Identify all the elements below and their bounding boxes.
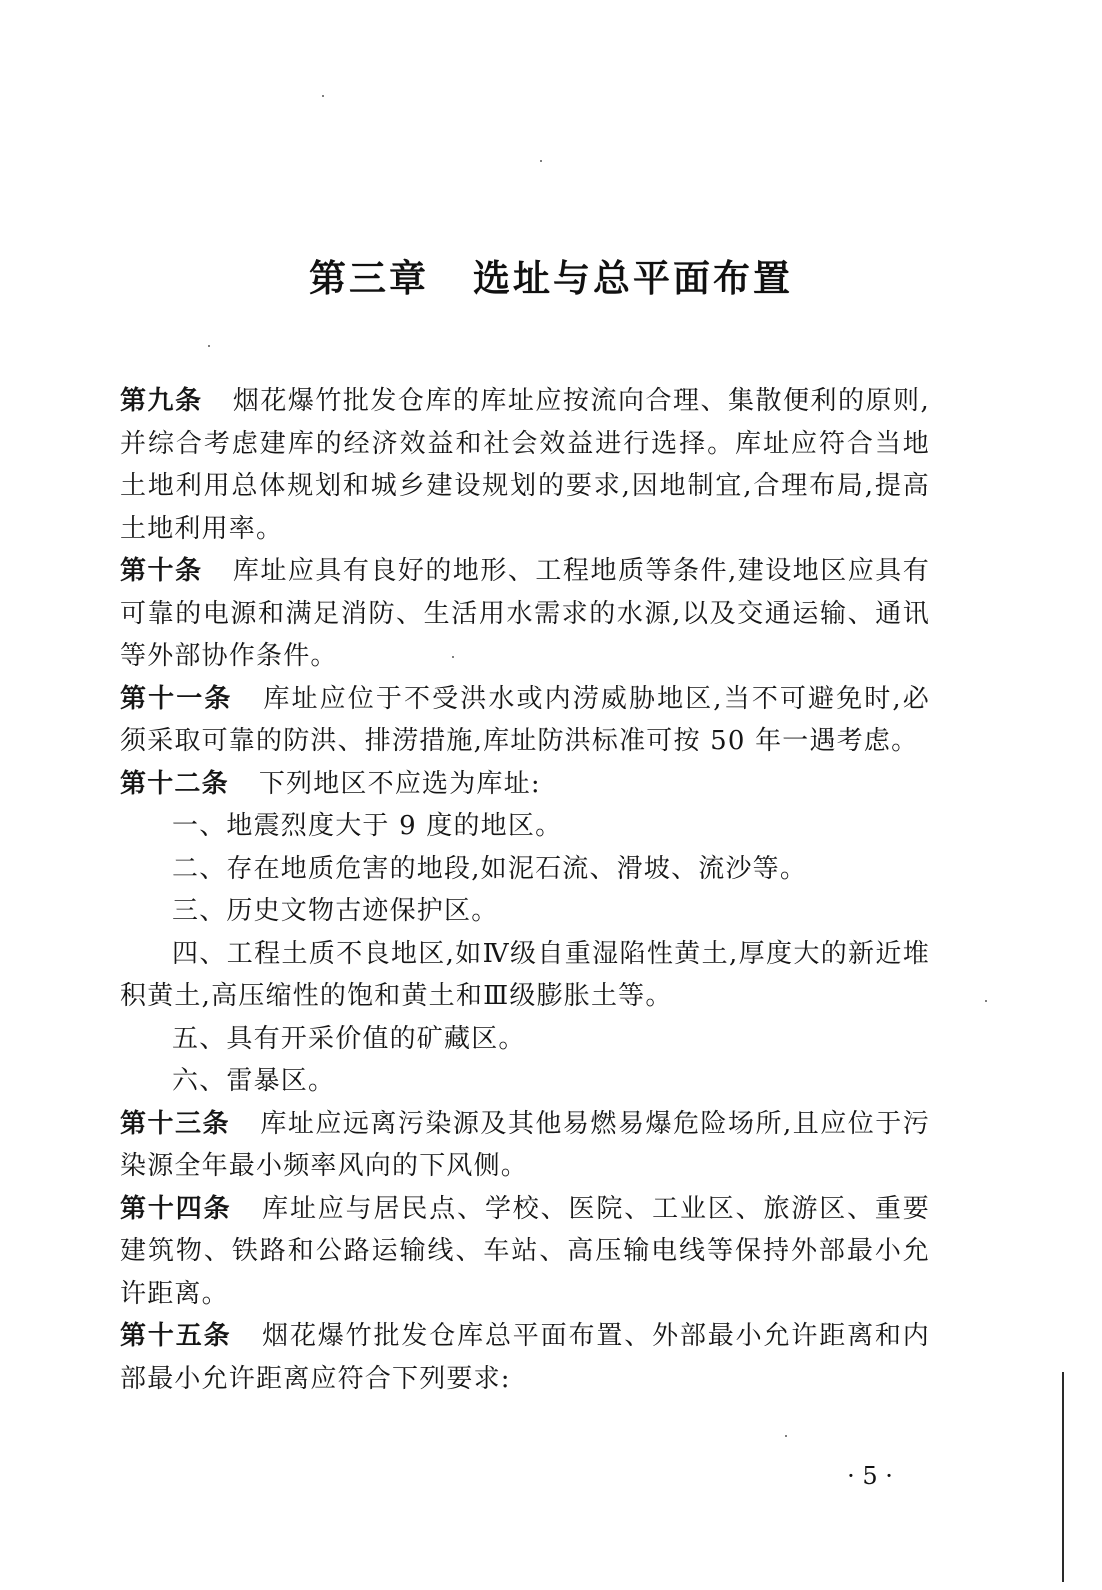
scan-speck xyxy=(322,95,324,97)
article-text: 烟花爆竹批发仓库的库址应按流向合理、集散便利的原则,并综合考虑建库的经济效益和社会效益进行选择。库址应符合当地土地利用总体规划和城乡建设规划的要求,因地制宜,合理布局,提高土地利用率。 xyxy=(120,386,930,544)
article-11 xyxy=(120,678,930,763)
article-12 xyxy=(120,763,930,806)
list-item: 六、雷暴区。 xyxy=(172,1066,336,1096)
scan-speck xyxy=(208,345,210,347)
scan-speck xyxy=(452,656,454,658)
article-label: 第十二条 xyxy=(120,768,229,799)
article-15 xyxy=(120,1315,930,1400)
article-text: 烟花爆竹批发仓库总平面布置、外部最小允许距离和内部最小允许距离应符合下列要求: xyxy=(120,1321,930,1394)
scan-speck xyxy=(785,1435,787,1437)
article-text: 库址应与居民点、学校、医院、工业区、旅游区、重要建筑物、铁路和公路运输线、车站、高压输电线等保持外部最小允许距离。 xyxy=(120,1193,930,1309)
list-item: 四、工程土质不良地区,如Ⅳ级自重湿陷性黄土,厚度大的新近堆积黄土,高压缩性的饱和黄土和Ⅲ级膨胀土等。 xyxy=(120,938,930,1011)
article-9 xyxy=(120,380,930,550)
list-item: 三、历史文物古迹保护区。 xyxy=(172,896,499,926)
chapter-number: 第三章 xyxy=(309,257,429,300)
article-label: 第十一条 xyxy=(120,683,233,714)
article-label: 第十条 xyxy=(120,556,203,586)
article-14 xyxy=(120,1188,930,1316)
article-10 xyxy=(120,550,930,678)
article-text: 库址应具有良好的地形、工程地质等条件,建设地区应具有可靠的电源和满足消防、生活用水需求的水源,以及交通运输、通讯等外部协作条件。 xyxy=(120,556,930,671)
article-text: 下列地区不应选为库址: xyxy=(258,768,541,799)
article-text: 库址应位于不受洪水或内涝威胁地区,当不可避免时,必须采取可靠的防洪、排涝措施,库址防洪标准可按 50 年一遇考虑。 xyxy=(120,683,930,756)
article-label: 第十三条 xyxy=(120,1108,231,1139)
article-13 xyxy=(120,1103,930,1188)
scan-edge-line xyxy=(1062,1372,1064,1582)
scan-speck xyxy=(985,1000,987,1002)
chapter-name: 选址与总平面布置 xyxy=(473,257,793,300)
page-number: · 5 · xyxy=(847,1462,893,1490)
body-text xyxy=(120,380,930,1400)
scan-speck xyxy=(540,160,542,162)
article-label: 第九条 xyxy=(120,386,203,416)
list-item: 二、存在地质危害的地段,如泥石流、滑坡、流沙等。 xyxy=(172,853,808,884)
chapter-title xyxy=(0,248,1102,302)
article-text: 库址应远离污染源及其他易燃易爆危险场所,且应位于污染源全年最小频率风向的下风侧。 xyxy=(120,1108,930,1181)
article-label: 第十五条 xyxy=(120,1321,232,1351)
list-item: 五、具有开采价值的矿藏区。 xyxy=(172,1023,526,1054)
list-item: 一、地震烈度大于 9 度的地区。 xyxy=(172,811,563,841)
article-label: 第十四条 xyxy=(120,1193,232,1224)
